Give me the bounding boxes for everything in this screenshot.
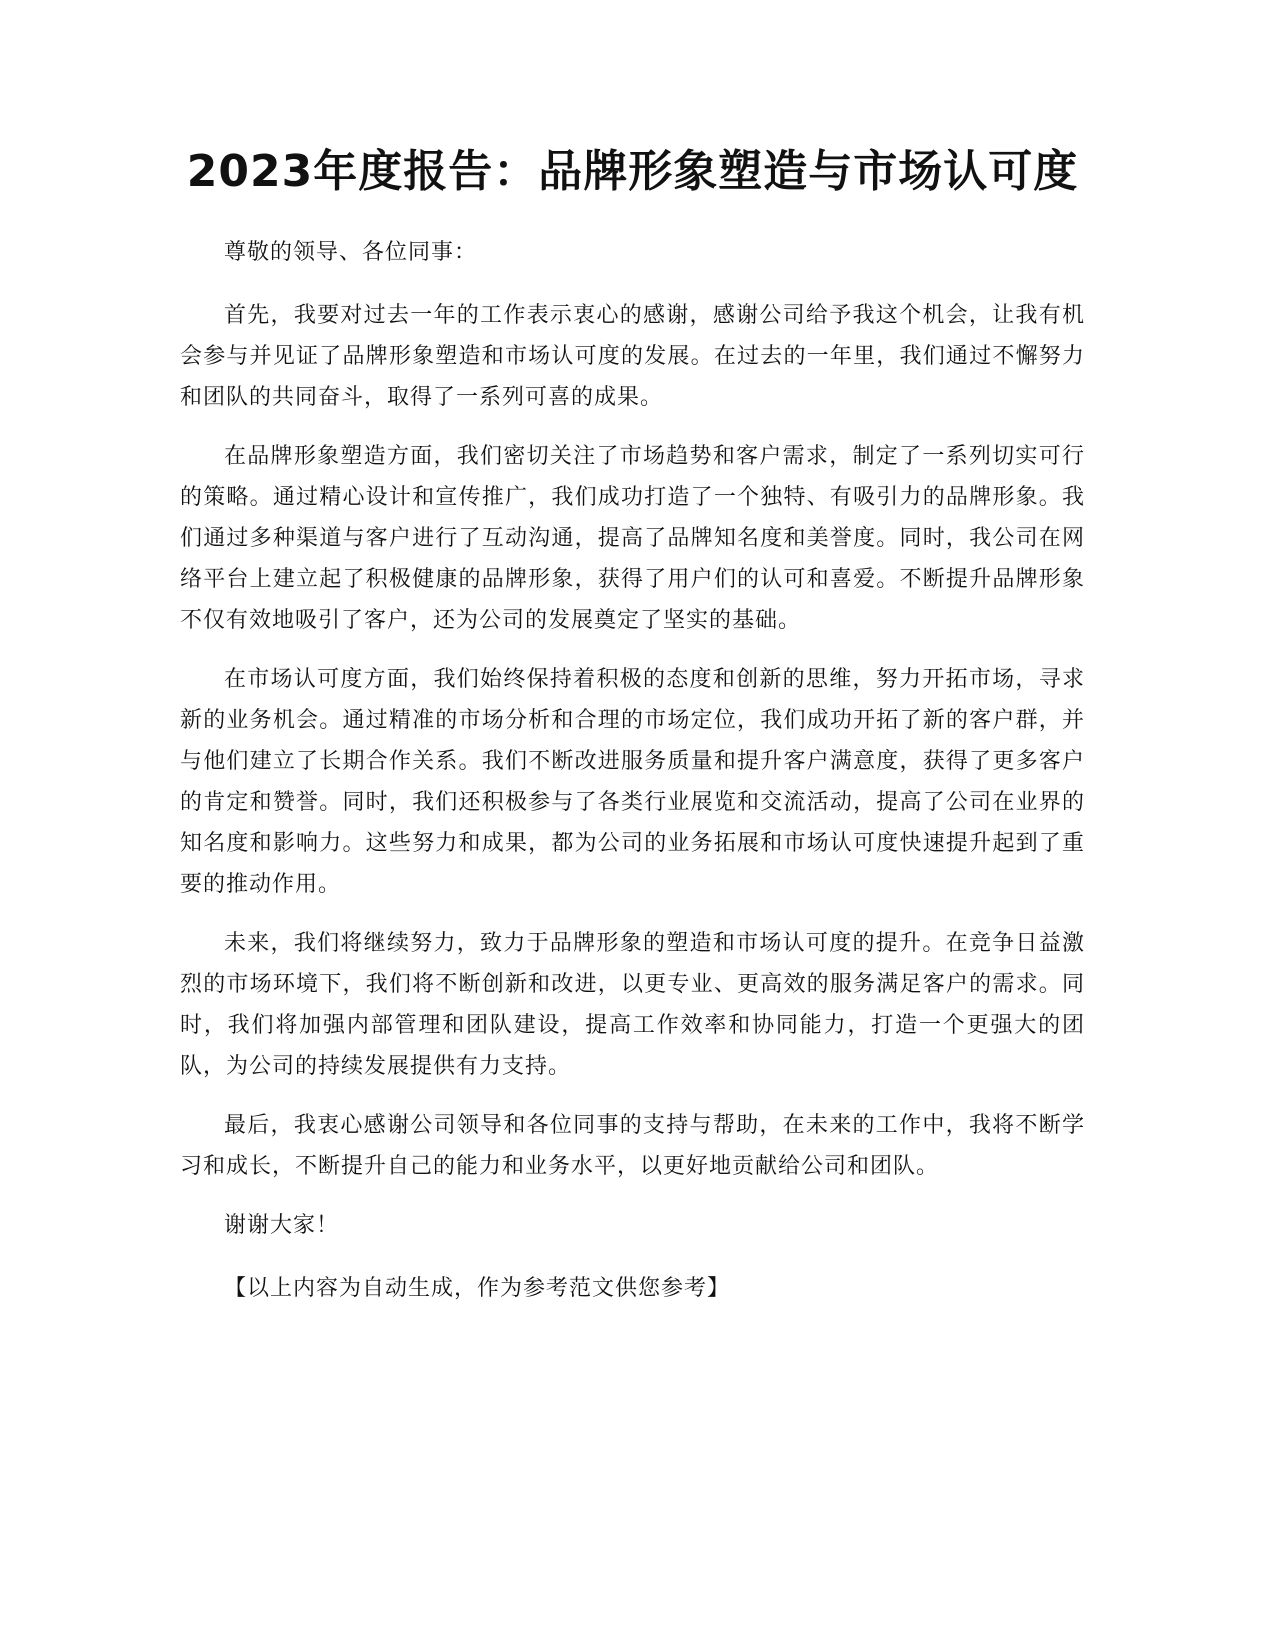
document-page bbox=[180, 140, 1085, 1327]
greeting: 尊敬的领导、各位同事： bbox=[224, 240, 478, 265]
paragraph-final-thanks: 最后，我衷心感谢公司领导和各位同事的支持与帮助，在未来的工作中，我将不断学习和成长，不断提升自己的能力和业务水平，以更好地贡献给公司和团队。 bbox=[180, 1113, 1085, 1179]
paragraph-brand-image: 在品牌形象塑造方面，我们密切关注了市场趋势和客户需求，制定了一系列切实可行的策略。通过精心设计和宣传推广，我们成功打造了一个独特、有吸引力的品牌形象。我们通过多种渠道与客户进行了互动沟通，提高了品牌知名度和美誉度。同时，我公司在网络平台上建立起了积极健康的品牌形象，获得了用户们的认可和喜爱。不断提升品牌形象不仅有效地吸引了客户，还为公司的发展奠定了坚实的基础。 bbox=[180, 444, 1085, 633]
paragraph-thanks: 首先，我要对过去一年的工作表示衷心的感谢，感谢公司给予我这个机会，让我有机会参与并见证了品牌形象塑造和市场认可度的发展。在过去的一年里，我们通过不懈努力和团队的共同奋斗，取得了一系列可喜的成果。 bbox=[180, 303, 1085, 410]
paragraph-market-recognition: 在市场认可度方面，我们始终保持着积极的态度和创新的思维，努力开拓市场，寻求新的业务机会。通过精准的市场分析和合理的市场定位，我们成功开拓了新的客户群，并与他们建立了长期合作关系。我们不断改进服务质量和提升客户满意度，获得了更多客户的肯定和赞誉。同时，我们还积极参与了各类行业展览和交流活动，提高了公司在业界的知名度和影响力。这些努力和成果，都为公司的业务拓展和市场认可度快速提升起到了重要的推动作用。 bbox=[180, 667, 1085, 897]
document-title: 2023年度报告：品牌形象塑造与市场认可度 bbox=[186, 146, 1079, 197]
closing-line: 谢谢大家！ bbox=[224, 1213, 340, 1238]
paragraph-future: 未来，我们将继续努力，致力于品牌形象的塑造和市场认可度的提升。在竞争日益激烈的市场环境下，我们将不断创新和改进，以更专业、更高效的服务满足客户的需求。同时，我们将加强内部管理和团队建设，提高工作效率和协同能力，打造一个更强大的团队，为公司的持续发展提供有力支持。 bbox=[180, 931, 1085, 1079]
generated-note: 【以上内容为自动生成，作为参考范文供您参考】 bbox=[224, 1276, 731, 1301]
